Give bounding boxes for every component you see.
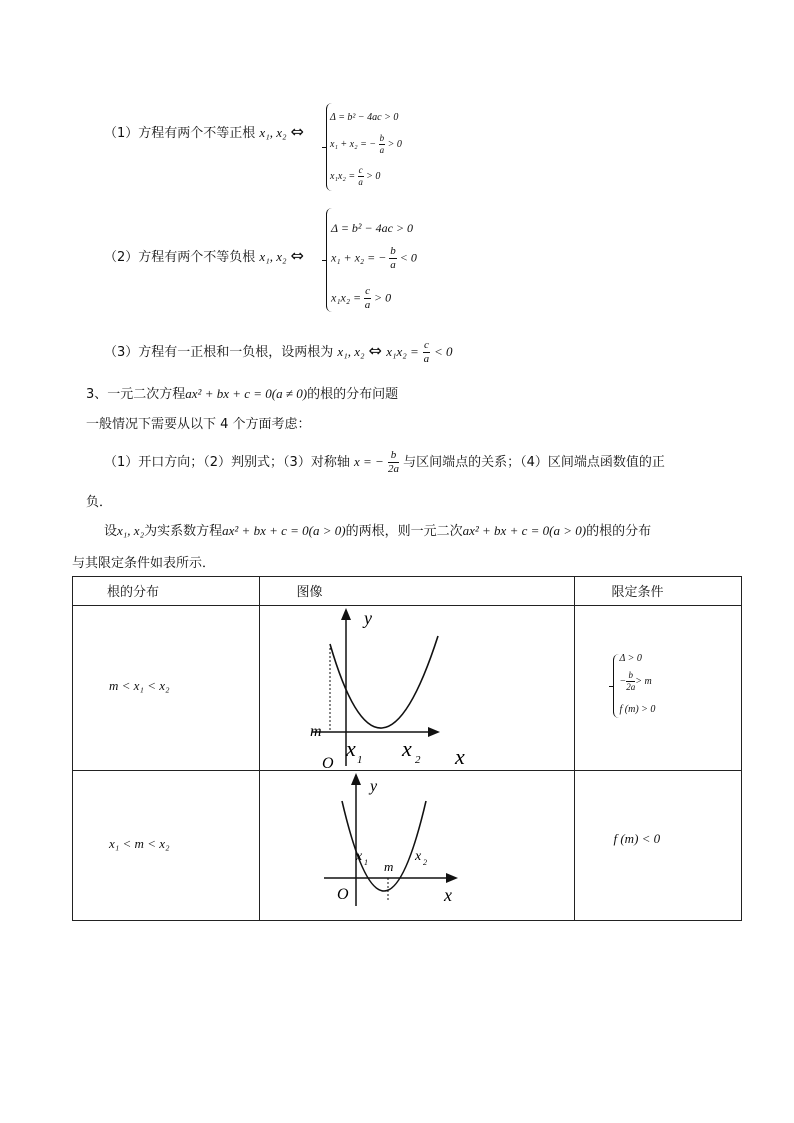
row2-origin: O (337, 886, 349, 903)
aspects-end: 负． (86, 495, 113, 510)
row2-x2-label: x (415, 849, 422, 864)
intro-line1: 设x₁, x₂为实系数方程ax² + bx + c = 0(a > 0)的两根，则一元二次ax² + bx + c = 0(a > 0)的根的分布 (104, 523, 652, 539)
header-graph: 图像 (296, 585, 323, 600)
item2-cond1: Δ = b² − 4ac > 0 (331, 221, 414, 235)
row2-y-arrow (351, 773, 361, 785)
row1-x2-label: x (402, 736, 413, 761)
iff-symbol: ⇔ (290, 122, 305, 141)
root-distribution-table (72, 576, 742, 921)
row1-y-label: y (364, 608, 373, 628)
row1-x1-sub: 1 (357, 754, 363, 766)
table-header-row (73, 577, 742, 606)
header-conditions: 限定条件 (611, 585, 664, 600)
table-row (73, 771, 742, 921)
item1-label: （1）方程有两个不等正根 (104, 126, 256, 141)
row2-graph (260, 771, 575, 921)
item2-cond3: x₁x₂ = $\frac{c}{a}$ > 0 (331, 285, 392, 311)
intro-line2: 与其限定条件如表所示． (72, 556, 216, 571)
item2-cond2: x₁ + x₂ = − $\frac{b}{a}$ < 0 (331, 245, 417, 271)
section3-heading: 3、一元二次方程ax² + bx + c = 0(a ≠ 0)的根的分布问题 (86, 386, 399, 402)
item1-vars: x₁, x₂ (259, 125, 287, 140)
aspects-line: （1）开口方向；（2）判别式；（3）对称轴 x = − $\frac{b}{2a}$ 与区间端点的关系；（4）区间端点函数值的正 (104, 449, 665, 475)
iff-symbol: ⇔ (368, 341, 383, 360)
row2-condition: f (m) < 0 (613, 831, 661, 846)
row1-x-arrow (428, 727, 440, 737)
item1-cond3: x₁x₂ = $\frac{c}{a}$ > 0 (330, 165, 381, 187)
row1-x1-label: x (346, 736, 357, 761)
header-distribution: 根的分布 (107, 585, 160, 600)
item1-cond1: Δ = b² − 4ac > 0 (330, 112, 399, 123)
row2-x-label: x (444, 885, 453, 905)
row1-cond3: f (m) > 0 (619, 704, 656, 715)
row2-x1-label: x (356, 849, 363, 864)
row1-distribution: m < x₁ < x₂ (109, 678, 170, 693)
row1-graph (260, 606, 575, 771)
row2-x-arrow (446, 873, 458, 883)
row1-cond1: Δ > 0 (619, 653, 642, 664)
row2-x2-sub: 2 (423, 858, 428, 867)
row1-cond2: − $\frac{b}{2a}$ > m (619, 670, 652, 692)
item1-line (104, 122, 304, 141)
item3-label: （3）方程有一正根和一负根，设两根为 (104, 345, 334, 360)
row1-origin: O (322, 755, 334, 771)
item2-vars: x₁, x₂ (259, 249, 287, 264)
row2-distribution: x₁ < m < x₂ (109, 836, 170, 851)
row1-m-label: m (310, 723, 322, 740)
iff-symbol: ⇔ (290, 246, 305, 265)
row1-y-arrow (341, 608, 351, 620)
table-row (73, 606, 742, 771)
item3-vars: x₁, x₂ (337, 344, 365, 359)
row2-m-label: m (384, 859, 394, 874)
row1-x-label: x (455, 744, 466, 769)
row1-x2-sub: 2 (415, 754, 421, 766)
general-text: 一般情况下需要从以下 4 个方面考虑： (86, 417, 311, 432)
row2-y-label: y (370, 778, 378, 795)
item2-label: （2）方程有两个不等负根 (104, 250, 256, 265)
item3-line: （3）方程有一正根和一负根，设两根为 x₁, x₂ ⇔ x₁x₂ = $\frac{c}{a}$ < 0 (104, 339, 453, 365)
item1-cond2: x₁ + x₂ = − $\frac{b}{a}$ > 0 (330, 133, 402, 155)
row2-x1-sub: 1 (364, 858, 369, 867)
item2-line (104, 246, 304, 265)
